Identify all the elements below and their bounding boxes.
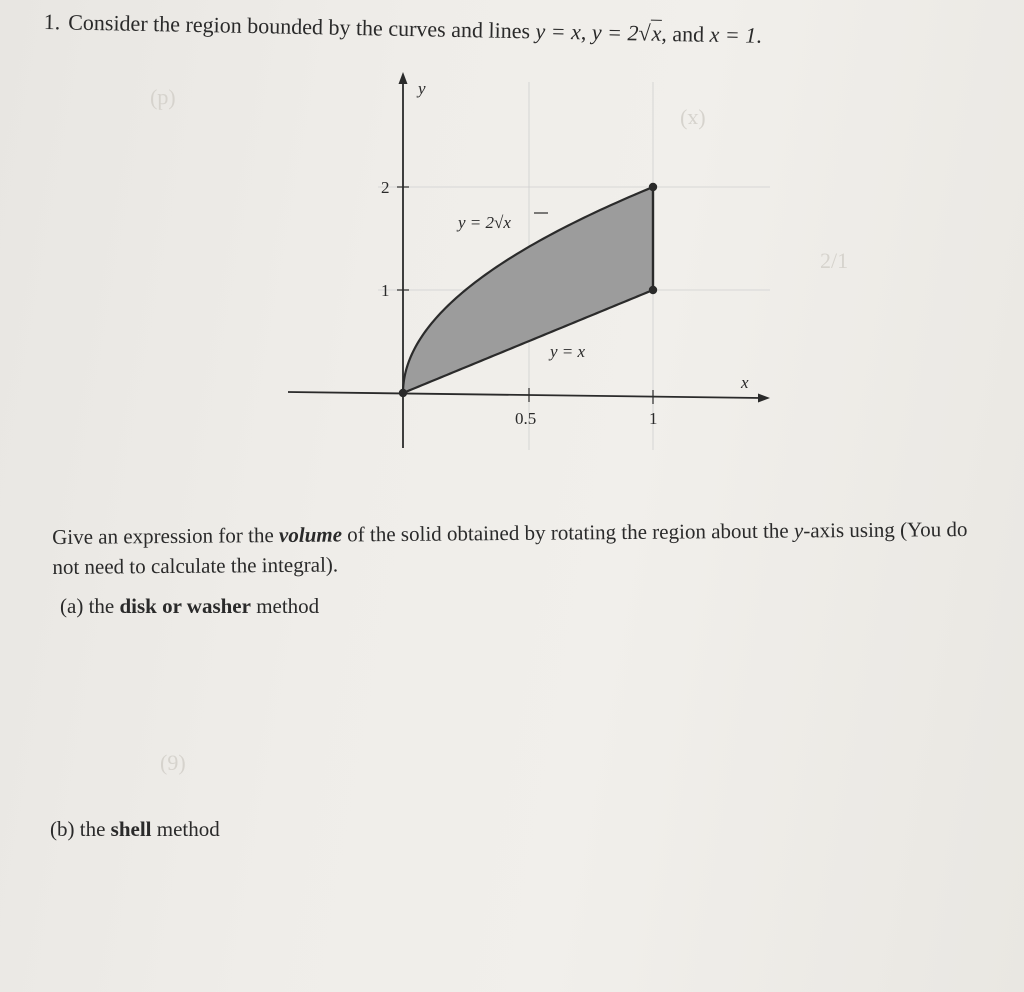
part-a-label: (a)	[60, 594, 84, 618]
bleed-through-mark: 2/1	[820, 248, 849, 273]
period: .	[756, 22, 762, 48]
upper-curve-sqrt-symbol: √	[494, 213, 504, 232]
bleed-through-mark: (x)	[680, 109, 706, 134]
separator: ,	[580, 19, 593, 45]
part-a-text-before: the	[83, 594, 120, 618]
x-tick-1-label: 1	[649, 409, 658, 428]
problem-statement	[43, 8, 973, 54]
part-a	[60, 592, 319, 620]
question-text-after: -axis using (You do not need to calculate the integral).	[52, 517, 968, 579]
lower-line-label: y = x	[550, 342, 586, 361]
problem-number: 1.	[43, 8, 61, 35]
part-b	[50, 815, 220, 843]
region-figure	[270, 60, 790, 460]
question-text-before: Give an expression for the	[52, 523, 280, 549]
point-1-2	[649, 183, 657, 191]
equation-line: y = x	[535, 18, 582, 45]
x-tick-05-label: 0.5	[515, 409, 537, 428]
x-axis-label: x	[741, 373, 749, 392]
x-axis	[288, 392, 762, 398]
part-b-text-after: method	[151, 817, 220, 841]
equation-vertical-line: x = 1	[709, 21, 757, 48]
region-graph	[270, 60, 790, 460]
equation-sqrt	[592, 20, 662, 46]
y-axis-label: y	[418, 79, 426, 98]
question-text-mid: of the solid obtained by rotating the region about the	[341, 518, 795, 547]
question-axis-var: y	[793, 518, 804, 543]
upper-curve-label	[456, 213, 511, 232]
bleed-through-mark: (9)	[160, 750, 186, 775]
y-tick-2-label: 2	[381, 178, 390, 197]
part-b-text-before: the	[74, 817, 111, 841]
y-axis-arrow	[399, 72, 408, 84]
part-a-text-after: method	[250, 594, 320, 618]
equation-sqrt-radicand: x	[651, 20, 662, 46]
x-axis-arrow	[758, 394, 770, 403]
part-b-method: shell	[110, 817, 152, 841]
separator: , and	[661, 20, 710, 47]
bleed-through-mark: (d)	[150, 89, 176, 114]
question-text	[52, 514, 992, 582]
origin-point	[399, 389, 407, 397]
upper-curve-label-left: y = 2	[458, 213, 495, 232]
point-1-1	[649, 286, 657, 294]
y-tick-1-label: 1	[381, 281, 390, 300]
part-a-method: disk or washer	[119, 594, 251, 618]
sqrt-symbol: √	[638, 20, 651, 46]
upper-curve-label-radicand: x	[503, 213, 511, 232]
equation-sqrt-left: y = 2	[591, 19, 639, 46]
part-b-label: (b)	[50, 817, 75, 841]
question-emphasis: volume	[278, 522, 343, 548]
problem-text: Consider the region bounded by the curves and lines	[67, 9, 536, 44]
